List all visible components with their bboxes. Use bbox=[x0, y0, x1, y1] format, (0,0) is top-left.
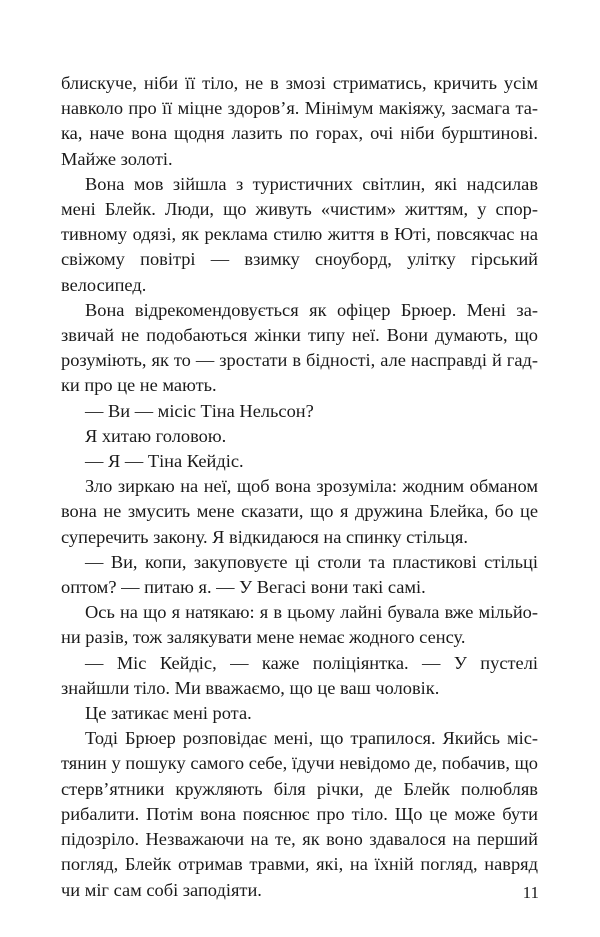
dialogue-line: — Міс Кейдіс, — каже поліціянтка. — У пустелі знайшли тіло. Ми вважаємо, що це ваш чоловік. bbox=[61, 652, 538, 698]
dialogue-line: — Я — Тіна Кейдіс. bbox=[85, 451, 244, 472]
paragraph: блискуче, ніби її тіло, не в змозі стриматись, кричить усім навколо про її міцне здоров’я. Мінімум макіяжу, засмага така, наче вона щодня лазить по горах, очі ніби бурштинові. Майже золоті. bbox=[61, 73, 538, 169]
paragraph: Вона мов зійшла з туристичних світлин, які надсилав мені Блейк. Люди, що живуть «чистим» життям, у спортивному одязі, як реклама стилю життя в Юті, повсякчас на свіжому повітрі — взимку сноуборд, улітку гірський велосипед. bbox=[61, 173, 538, 295]
paragraph: Ось на що я натякаю: я в цьому лайні бувала вже мільйони разів, тож залякувати мене немає жодного сенсу. bbox=[61, 602, 538, 648]
paragraph: Зло зиркаю на неї, щоб вона зрозуміла: жодним обманом вона не змусить мене сказати, що я дружина Блейка, бо це суперечить закону. Я відкидаюся на спинку стільця. bbox=[61, 476, 538, 547]
paragraph: Тоді Брюер розповідає мені, що трапилося. Якийсь містянин у пошуку самого себе, їдучи невідомо де, побачив, що стерв’ятники кружляють біля річки, де Блейк полюбляв рибалити. Потім вона пояснює про тіло. Що це може бути підозріло. Незважаючи на те, як воно здавалося на перший погляд, Блейк отримав травми, які, на їхній погляд, навряд чи міг сам собі заподіяти. bbox=[61, 728, 538, 900]
paragraph: Це затикає мені рота. bbox=[85, 703, 252, 724]
page-number: 11 bbox=[522, 883, 539, 902]
paragraph: Вона відрекомендовується як офіцер Брюер. Мені зазвичай не подобаються жінки типу неї. Вони думають, що розуміють, як то — зростати в бідності, але насправді й гадки про це не мають. bbox=[61, 299, 538, 396]
dialogue-line: — Ви, копи, закуповуєте ці столи та пластикові стільці оптом? — питаю я. — У Вегасі вони такі самі. bbox=[61, 551, 538, 598]
paragraph: Я хитаю головою. bbox=[85, 425, 227, 446]
dialogue-line: — Ви — місіс Тіна Нельсон? bbox=[85, 400, 314, 421]
body-text bbox=[61, 71, 538, 903]
